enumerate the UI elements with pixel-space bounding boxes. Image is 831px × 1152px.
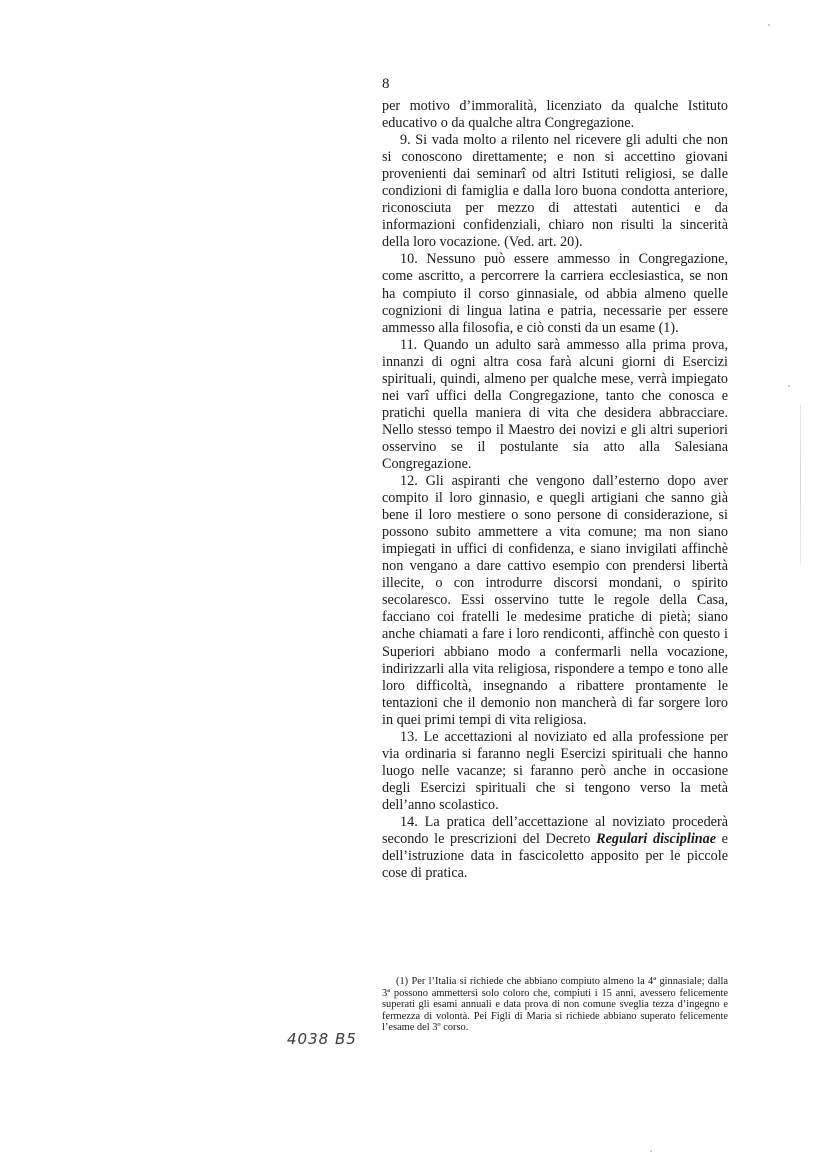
footnote-text: (1) Per l’Italia si richiede che abbiano compiuto almeno la 4ª ginnasiale; dalla 3ª possono ammettersi solo coloro che, compiuti i 15 anni, avessero felicemente superati gli esami annuali e data prova di non comune sveglia tezza d’ingegno e fermezza di volontà. Pei Figli di Maria si richiede abbiano superato felicemente l’esame del 3º corso. bbox=[382, 976, 728, 1034]
paragraph-14-start: 14. La pratica dell’accettazione al noviziato procederà secondo le prescrizioni del Decreto bbox=[382, 813, 728, 848]
handwritten-catalog-mark: 4038 B5 bbox=[287, 1030, 357, 1048]
scan-speck bbox=[788, 385, 790, 387]
paragraph-14 bbox=[382, 814, 728, 882]
footnote bbox=[382, 976, 728, 1034]
decree-title: Regulari disciplinae bbox=[596, 831, 717, 848]
main-text bbox=[382, 98, 728, 882]
scan-speck bbox=[768, 24, 770, 26]
scan-edge-shadow bbox=[800, 405, 801, 565]
paragraph-10: 10. Nessuno può essere ammesso in Congregazione, come ascritto, a percorrere la carriera ecclesiastica, se non ha compiuto il corso ginnasiale, od abbia almeno quelle cognizioni di lingua latina e patria, necessarie per essere ammesso alla filosofia, e ciò consti da un esame (1). bbox=[382, 251, 728, 336]
paragraph-13: 13. Le accettazioni al noviziato ed alla professione per via ordinaria si faranno negli Esercizi spirituali che hanno luogo nelle vacanze; si faranno però anche in occasione degli Esercizi spirituali che si tengono verso la metà dell’anno scolastico. bbox=[382, 728, 728, 813]
paragraph-continuation: per motivo d’immoralità, licenziato da qualche Istituto educativo o da qualche altra Congregazione. bbox=[382, 98, 728, 132]
paragraph-12: 12. Gli aspiranti che vengono dall’esterno dopo aver compito il loro ginnasio, e quegli artigiani che sanno già bene il loro mestiere o sono persone di considerazione, si possono subito ammettere a vita comune; ma non siano impiegati in uffici di confidenza, e siano invigilati affinchè non vengano a dare cattivo esempio con prendersi libertà illecite, o con introdurre discorsi mondani, o spirito secolaresco. Essi osservino tutte le regole della Casa, facciano coi fratelli le medesime pratiche di pietà; siano anche chiamati a fare i loro rendiconti, affinchè con questo i Superiori abbiano modo a confermarli nella vocazione, indirizzarli alla vita religiosa, rispondere a tempo e tono alle loro difficoltà, insegnando a ribattere prontamente le tentazioni che il demonio non mancherà di far sorgere loro in quei primi tempi di vita religiosa. bbox=[382, 473, 728, 728]
paragraph-14-end: e dell’istruzione data in fascicoletto apposito per le piccole cose di pratica. bbox=[382, 831, 728, 882]
paragraph-11: 11. Quando un adulto sarà ammesso alla prima prova, innanzi di ogni altra cosa farà alcuni giorni di Esercizi spirituali, quindi, almeno per qualche mese, verrà impiegato nei varî uffici della Congregazione, tanto che conosca e pratichi quella maniera di vita che desidera abbracciare. Nello stesso tempo il Maestro dei novizi e gli altri superiori osservino se il postulante sia atto alla Salesiana Congregazione. bbox=[382, 336, 728, 472]
page-number: 8 bbox=[382, 76, 390, 92]
paragraph-9: 9. Si vada molto a rilento nel ricevere gli adulti che non si conoscono direttamente; e non si accettino giovani provenienti dai seminarî od altri Istituti religiosi, se dalle condizioni di famiglia e dalla loro buona condotta anteriore, riconosciuta per mezzo di attestati autentici e da informazioni confidenziali, chiaro non risulti la sincerità della loro vocazione. (Ved. art. 20). bbox=[382, 132, 728, 251]
